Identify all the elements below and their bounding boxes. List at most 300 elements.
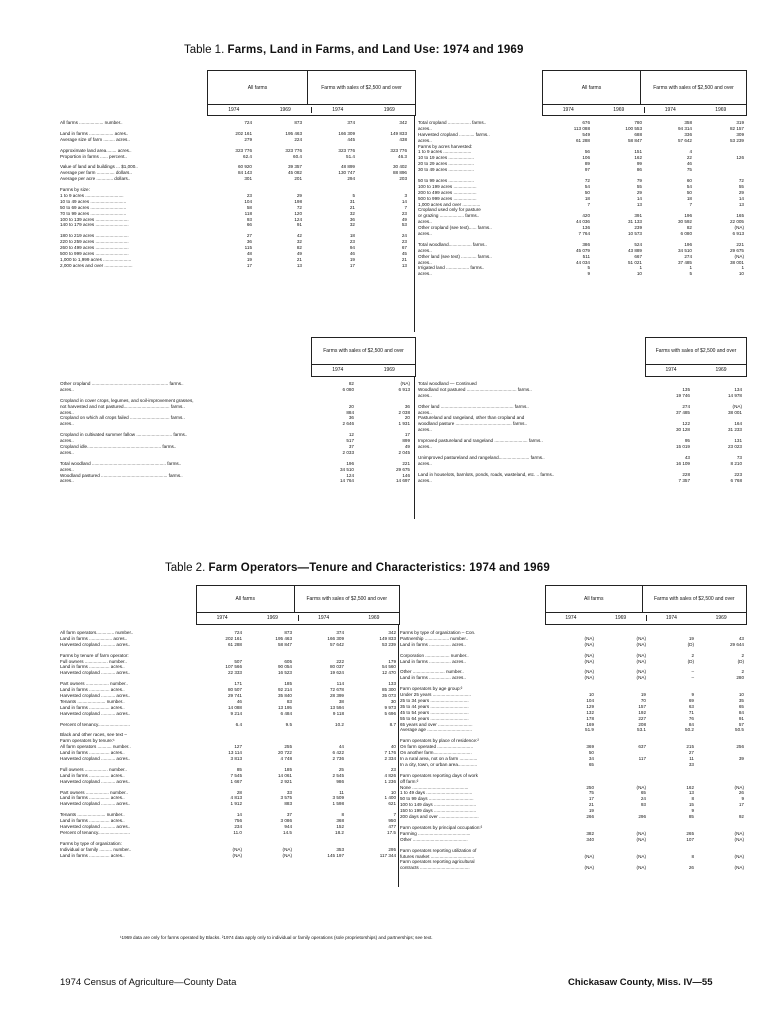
row-label: 1 to 9 acres ..............................	[60, 193, 124, 199]
row-label: acres..	[60, 438, 74, 444]
cell-value: 18	[584, 195, 590, 201]
cell-value: 117	[638, 756, 646, 762]
cell-value: 38 001	[727, 409, 742, 415]
row-label: 200 to 499 acres ..................	[418, 189, 477, 195]
cell-value: 72	[296, 204, 302, 210]
row-label: Other land (see text) ............ farms..	[418, 253, 492, 259]
cell-value: 15 019	[675, 444, 690, 450]
cell-value: 17	[349, 262, 355, 268]
cell-value: 295	[388, 846, 396, 852]
cell-value: 756	[234, 818, 242, 824]
cell-value: 5 696	[384, 710, 396, 716]
cell-value: 45 079	[575, 247, 590, 253]
cell-value: 37	[348, 444, 354, 450]
cell-value: 12 470	[381, 670, 396, 676]
cell-value: 477	[388, 824, 396, 830]
row-label: Irrigated land .................. farms..	[418, 265, 485, 271]
row-label: Farm operators reporting days of work	[400, 772, 478, 778]
cell-value: 82	[686, 225, 692, 231]
cell-value: 37 485	[677, 259, 692, 265]
table-row	[400, 675, 744, 681]
row-label: Average size of farm ......... acres..	[60, 136, 130, 142]
cell-value: 20	[348, 403, 354, 409]
cell-value: 9	[691, 692, 694, 698]
cell-value: 676	[582, 120, 590, 125]
cell-value: 29	[296, 193, 302, 199]
cell-value: 70	[640, 698, 646, 704]
table1-title-text: Farms, Land in Farms, and Land Use: 1974 and 1969	[227, 44, 524, 56]
table-row	[400, 762, 744, 768]
cell-value: 6 080	[680, 231, 692, 237]
cell-value: 60.4	[293, 153, 302, 159]
cell-value: 18	[686, 195, 692, 201]
cell-value: 9	[691, 808, 694, 814]
row-label: Part owners .................. number..	[60, 681, 128, 687]
cell-value: 25	[338, 766, 344, 772]
cell-value: 21	[588, 802, 594, 808]
hdr-year: 1969	[260, 107, 313, 113]
cell-value: 280	[736, 675, 744, 681]
cell-value: 75	[686, 167, 692, 173]
row-label: acres..	[60, 409, 74, 415]
cell-value: 38	[338, 698, 344, 704]
cell-value: 65	[738, 703, 744, 709]
hdr-sales: Farms with sales of $2,500 and over	[653, 84, 734, 91]
cell-value: 84 143	[237, 170, 252, 176]
cell-value: 21	[401, 256, 407, 262]
cell-value: 124	[294, 216, 302, 222]
table-row	[60, 421, 410, 427]
row-label: not harvested and not pastured.................................... farms..	[60, 403, 185, 409]
cell-value: 57	[738, 721, 744, 727]
table-row	[60, 756, 396, 762]
cell-value: 5	[352, 193, 355, 199]
cell-value: 323 776	[285, 147, 302, 153]
cell-value: 28	[236, 789, 242, 795]
cell-value: 13	[738, 201, 744, 207]
cell-value: 17	[588, 796, 594, 802]
cell-value: 340	[586, 836, 594, 842]
row-label: acres..	[418, 137, 432, 143]
cell-value: 39 357	[287, 164, 302, 170]
cell-value: (NA)	[636, 836, 646, 842]
cell-value: 14 697	[395, 478, 410, 484]
table2-left-header	[196, 585, 400, 625]
row-label: woodland pasture ............................................ farms..	[418, 421, 528, 427]
row-label: acres..	[418, 392, 432, 398]
cell-value: 80 507	[227, 687, 242, 693]
row-label: acres..	[60, 386, 74, 392]
cell-value: 14	[236, 812, 242, 818]
cell-value: 54	[584, 183, 590, 189]
cell-value: 53	[401, 222, 407, 228]
cell-value: 524	[634, 241, 642, 247]
cell-value: 8	[691, 796, 694, 802]
row-label: Farms by acres harvested:	[418, 143, 473, 149]
cell-value: 88 896	[392, 170, 407, 176]
table-row	[60, 176, 407, 182]
cell-value: 85	[236, 766, 242, 772]
cell-value: 94 314	[677, 125, 692, 131]
cell-value: 215	[686, 744, 694, 750]
hdr-sales: Farms with sales of $2,500 and over	[653, 596, 735, 602]
cell-value: 36	[349, 216, 355, 222]
row-label: Land in farms ................. acres..	[400, 658, 466, 664]
cell-value: 605	[284, 658, 292, 664]
cell-value: 265	[686, 830, 694, 836]
table-row	[418, 478, 742, 484]
row-label: 150 to 199 days .................................	[400, 808, 477, 814]
cell-value: 46	[686, 161, 692, 167]
cell-value: (NA)	[584, 853, 594, 859]
table-row	[60, 450, 410, 456]
cell-value: 35 073	[381, 693, 396, 699]
hdr-year: 1974	[228, 107, 240, 113]
cell-value: (NA)	[232, 846, 242, 852]
cell-value: 44 036	[575, 219, 590, 225]
cell-value: 17	[738, 802, 744, 808]
cell-value: 33	[286, 789, 292, 795]
cell-value: (NA)	[636, 830, 646, 836]
cell-value: 151	[634, 149, 642, 155]
cell-value: 75	[588, 790, 594, 796]
hdr-year: 1969	[383, 107, 395, 113]
cell-value: 9 214	[230, 710, 242, 716]
cell-value: (NA)	[282, 852, 292, 858]
row-label: Average age ...................................	[400, 727, 472, 733]
row-label: Woodland pastured .................................................... farms..	[60, 472, 183, 478]
cell-value: 2 038	[398, 409, 410, 415]
table-row	[60, 670, 396, 676]
cell-value: 7	[587, 201, 590, 207]
cell-value: 382	[586, 830, 594, 836]
cell-value: 22	[686, 155, 692, 161]
hdr-year: 1969	[596, 615, 647, 621]
cell-value: 60 920	[237, 164, 252, 170]
cell-value: 145 197	[327, 852, 344, 858]
cell-value: 5	[587, 265, 590, 271]
cell-value: 667	[634, 253, 642, 259]
cell-value: 11	[339, 789, 344, 795]
cell-value: 13	[688, 790, 694, 796]
cell-value: 126	[736, 155, 744, 161]
table-row	[418, 427, 742, 433]
cell-value: 1 400	[384, 795, 396, 801]
cell-value: 9 973	[384, 704, 396, 710]
row-label: On farm operated ............................	[400, 744, 474, 750]
cell-value: 196	[346, 460, 354, 466]
cell-value: 32	[349, 210, 355, 216]
hdr-year: 1969	[594, 107, 646, 113]
table-row	[400, 642, 744, 648]
table-row	[60, 263, 407, 269]
cell-value: 44 034	[575, 259, 590, 265]
cell-value: 29 675	[729, 247, 744, 253]
hdr-sales: Farms with sales of $2,500 and over	[655, 348, 737, 354]
cell-value: 36	[246, 239, 252, 245]
row-label: Full owners .................. number..	[60, 658, 127, 664]
row-label: Black and other races, see text –	[60, 732, 127, 738]
cell-value: 95	[684, 438, 690, 444]
cell-value: 114	[336, 681, 344, 687]
cell-value: 23	[401, 210, 407, 216]
cell-value: 124	[346, 472, 354, 478]
cell-value: (NA)	[584, 865, 594, 871]
row-label: 55 to 64 years ..............................	[400, 715, 469, 721]
cell-value: 35	[738, 698, 744, 704]
hdr-all-farms: All farms	[543, 71, 641, 104]
row-label: Farm operators reporting utilization of	[400, 847, 477, 853]
row-label: 180 to 219 acres ..........................	[60, 233, 129, 239]
hdr-year: 1974	[216, 615, 228, 621]
cell-value: 31 233	[727, 427, 742, 433]
row-label: Woodland not pastured ....................................... farms..	[418, 386, 532, 392]
row-label: In a city, town, or urban area...............	[400, 761, 478, 767]
cell-value: 239	[634, 225, 642, 231]
cell-value: 37	[286, 812, 292, 818]
cell-value: 53 239	[729, 137, 744, 143]
cell-value: 884	[346, 409, 354, 415]
row-label: Land in farms ................ acres..	[60, 704, 125, 710]
row-label: 1,000 acres and over ..............	[418, 201, 481, 207]
table-row	[60, 642, 396, 648]
table-row	[60, 222, 407, 228]
cell-value: 129	[586, 703, 594, 709]
row-label: 2,000 acres and over ......................	[60, 262, 133, 268]
row-label: 1,000 to 1,999 acres ......................	[60, 256, 132, 262]
hdr-all-farms: All farms	[197, 586, 295, 612]
table1-lower-left-body	[60, 381, 410, 484]
row-label: Tenants ...................... number..	[60, 812, 125, 818]
row-label: Harvested cropland ........... acres..	[60, 824, 131, 830]
row-label: On another farm..............................	[400, 750, 472, 756]
row-label: Land in farms ................ acres..	[60, 852, 125, 858]
cell-value: 14 978	[727, 392, 742, 398]
cell-value: 944	[284, 824, 292, 830]
cell-value: 23	[349, 239, 355, 245]
cell-value: 13 594	[329, 704, 344, 710]
cell-value: 11	[689, 756, 694, 762]
row-label: All farm operators ........... number..	[60, 744, 131, 750]
cell-value: 10	[588, 692, 594, 698]
cell-value: 104	[244, 198, 252, 204]
cell-value: 44	[338, 744, 344, 750]
cell-value: 82 157	[729, 125, 744, 131]
cell-value: 250	[586, 784, 594, 790]
cell-value: 14	[636, 195, 642, 201]
cell-value: 420	[582, 213, 590, 219]
cell-value: 1 598	[332, 801, 344, 807]
cell-value: 14 061	[277, 772, 292, 778]
row-label: Land in farms ................. acres..	[400, 641, 466, 647]
cell-value: 93	[640, 802, 646, 808]
cell-value: 17.5	[387, 829, 396, 835]
cell-value: 8.7	[389, 721, 396, 727]
cell-value: 166 309	[338, 130, 355, 136]
cell-value: 97	[584, 167, 590, 173]
cell-value: (NA)	[232, 852, 242, 858]
row-label: Farm operators by principal occupation:²	[400, 824, 483, 830]
cell-value: 152	[336, 824, 344, 830]
cell-value: 6 913	[732, 231, 744, 237]
cell-value: 34	[588, 756, 594, 762]
row-label: 70 to 99 acres ............................	[60, 210, 127, 216]
cell-value: 89	[584, 161, 590, 167]
row-label: 50 to 99 acres ....................	[418, 178, 474, 184]
table-row	[418, 167, 744, 173]
cell-value: 133	[388, 681, 396, 687]
cell-value: 319	[736, 120, 744, 125]
cell-value: 29	[738, 189, 744, 195]
cell-value: 115	[244, 245, 252, 251]
cell-value: 30 128	[675, 427, 690, 433]
cell-value: 3 086	[280, 818, 292, 824]
cell-value: 84	[738, 709, 744, 715]
cell-value: 27	[246, 233, 252, 239]
row-label: 260 to 499 acres ..........................	[60, 245, 129, 251]
cell-value: 14 764	[339, 478, 354, 484]
table-row	[400, 659, 744, 665]
cell-value: 82	[348, 381, 354, 386]
cell-value: 6 080	[342, 386, 354, 392]
cell-value: 24	[401, 233, 407, 239]
cell-value: (NA)	[584, 641, 594, 647]
table-row	[418, 461, 742, 467]
cell-value: 15	[688, 802, 694, 808]
row-label: 200 days and over ...............................	[400, 814, 479, 820]
row-label: Partnership ................... number..	[400, 635, 469, 641]
cell-value: 222	[336, 658, 344, 664]
cell-value: 950	[388, 818, 396, 824]
cell-value: 10	[636, 271, 642, 277]
cell-value: 24	[640, 796, 646, 802]
table2-right-body	[400, 630, 744, 871]
row-label: 25 to 34 years ..............................	[400, 698, 469, 704]
cell-value: 29	[636, 189, 642, 195]
row-label: Land in farms ................ acres..	[60, 750, 125, 756]
cell-value: 104	[586, 698, 594, 704]
cell-value: 127	[234, 744, 242, 750]
cell-value: (NA)	[734, 784, 744, 790]
cell-value: 5	[689, 271, 692, 277]
cell-value: 14	[401, 198, 407, 204]
row-label: Proportion in farms ...... percent..	[60, 153, 127, 159]
cell-value: 46.3	[398, 153, 407, 159]
cell-value: 7	[404, 204, 407, 210]
table1-left-header	[207, 70, 416, 116]
row-label: Land in farms ................ acres..	[60, 772, 125, 778]
cell-value: 50	[686, 189, 692, 195]
cell-value: 14 088	[227, 704, 242, 710]
cell-value: 2	[741, 669, 744, 675]
cell-value: 234	[234, 824, 242, 830]
cell-value: 38 001	[729, 259, 744, 265]
table-row	[60, 137, 407, 143]
cell-value: 23 023	[727, 444, 742, 450]
cell-value: 10.2	[335, 721, 344, 727]
cell-value: (NA)	[732, 403, 742, 409]
table2-title	[165, 562, 550, 574]
cell-value: 63	[688, 703, 694, 709]
hdr-year: 1974	[318, 615, 330, 621]
cell-value: 336	[684, 131, 692, 137]
row-label: Harvested cropland ............ farms..	[418, 131, 490, 137]
cell-value: 69	[688, 698, 694, 704]
cell-value: 438	[399, 136, 407, 142]
table1-lower-right-header	[645, 337, 747, 377]
row-label: Other land ......................................................... farms..	[418, 403, 529, 409]
cell-value: 17	[246, 262, 252, 268]
cell-value: 164	[734, 421, 742, 427]
cell-value: 4 813	[230, 795, 242, 801]
cell-value: 23	[401, 239, 407, 245]
cell-value: 22 005	[729, 219, 744, 225]
cell-value: 54 560	[381, 664, 396, 670]
row-label: Total woodland .......................................................... farms..	[60, 460, 182, 466]
cell-value: 296	[638, 814, 646, 820]
cell-value: 8	[691, 853, 694, 859]
cell-value: 86	[636, 167, 642, 173]
cell-value: (NA)	[636, 669, 646, 675]
cell-value: 107	[686, 836, 694, 842]
row-label: Harvested cropland ........... acres..	[60, 693, 131, 699]
cell-value: 7 545	[230, 772, 242, 778]
row-label: Tenants ...................... number..	[60, 698, 125, 704]
row-label: 500 to 999 acres ..................	[418, 195, 477, 201]
cell-value: 22 333	[227, 670, 242, 676]
table-row	[60, 722, 396, 728]
row-label: Harvested cropland ........... acres..	[60, 710, 131, 716]
row-label: acres..	[418, 271, 432, 277]
cell-value: 208	[638, 721, 646, 727]
cell-value: 60	[686, 178, 692, 184]
cell-value: 61 288	[227, 641, 242, 647]
hdr-year: 1974	[565, 615, 577, 621]
cell-value: 43	[738, 635, 744, 641]
row-label: 10 to 49 acres ............................	[60, 198, 127, 204]
row-label: 1 to 9 acres ......................	[418, 149, 472, 155]
row-label: acres..	[418, 259, 432, 265]
cell-value: 134	[734, 386, 742, 392]
row-label: 65 years and over ...........................	[400, 721, 473, 727]
cell-value: 2 736	[332, 756, 344, 762]
cell-value: 224	[294, 136, 302, 142]
row-label: acres..	[418, 219, 432, 225]
footer-right: Chickasaw County, Miss. IV—55	[568, 977, 713, 988]
hdr-year: 1969	[247, 615, 298, 621]
row-label: Full owners .................. number..	[60, 766, 127, 772]
cell-value: (NA)	[584, 675, 594, 681]
row-label: Harvested cropland ........... acres..	[60, 641, 131, 647]
table-row	[60, 853, 396, 859]
cell-value: 58 847	[627, 137, 642, 143]
row-label: All farm operators.............. number..	[60, 630, 134, 635]
cell-value: 100 553	[625, 125, 642, 131]
row-label: Land in farms ................ acres..	[60, 795, 125, 801]
row-label: Cropland used only for pasture	[418, 207, 481, 213]
cell-value: 14.5	[283, 829, 292, 835]
cell-value	[594, 762, 646, 768]
row-label: Land in houselots, barnlots, ponds, roads, wasteland, etc. .. farms..	[418, 471, 555, 477]
cell-value: 35 840	[277, 693, 292, 699]
row-label: acres..	[418, 125, 432, 131]
row-label: Cropland in cover crops, legumes, and soil-improvement grasses,	[60, 397, 194, 403]
row-label: Land in farms .................. acres..	[60, 635, 128, 641]
row-label: Unimproved pastureland and rangeland........................ farms..	[418, 454, 545, 460]
table-row	[60, 154, 407, 160]
cell-value: 323 776	[235, 147, 252, 153]
cell-value: 56	[584, 149, 590, 155]
